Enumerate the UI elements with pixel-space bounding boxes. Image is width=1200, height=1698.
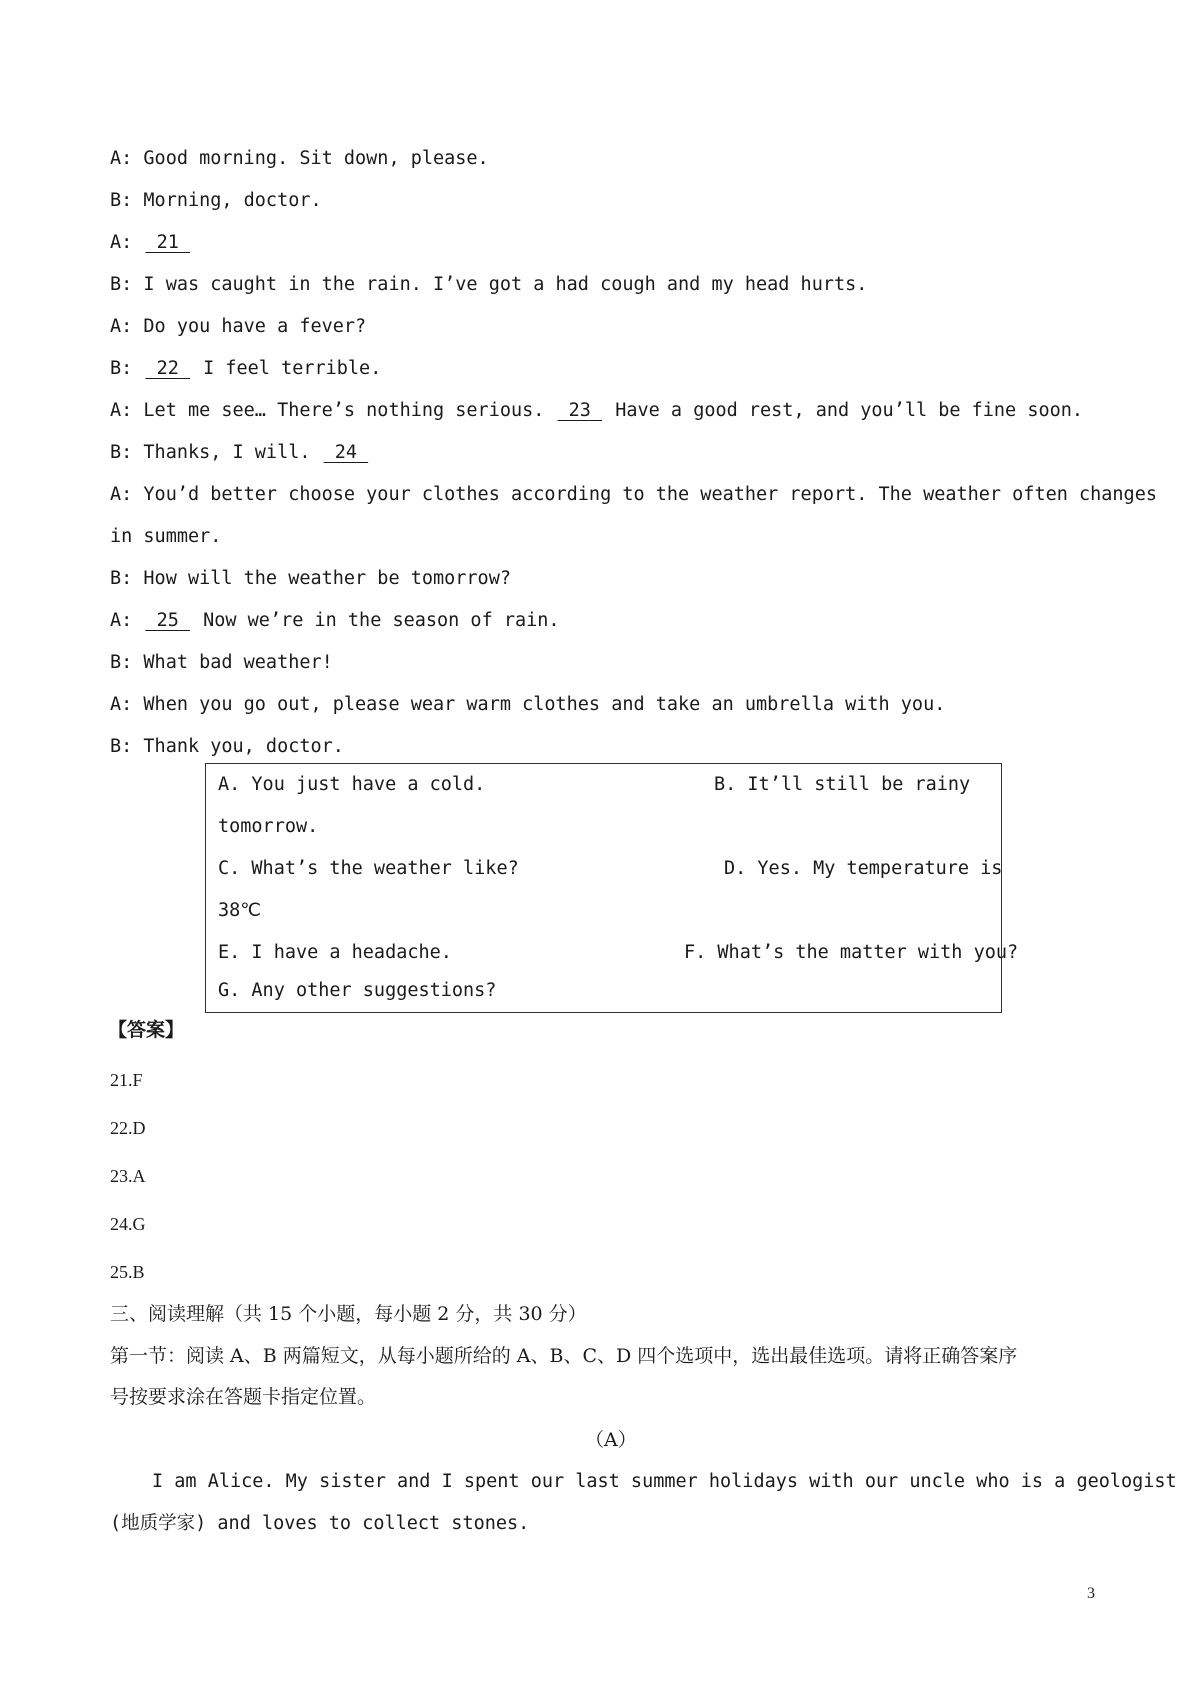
option-b-continued: tomorrow. — [218, 816, 319, 837]
dialogue-line-1: A: Good morning. Sit down, please. — [110, 148, 489, 169]
dialogue-line-4: B: I was caught in the rain. I’ve got a had cough and my head hurts. — [110, 274, 868, 295]
answer-blank-24[interactable]: 24 — [334, 442, 358, 463]
dialogue-line-10: in summer. — [110, 526, 222, 547]
answer-blank-22[interactable]: 22 — [156, 358, 179, 379]
passage-line-2: (地质学家) and loves to collect stones. — [110, 1513, 530, 1534]
page-number: 3 — [1087, 1585, 1095, 1602]
dialogue-line-6: B: 22 I feel terrible. — [110, 358, 382, 379]
option-b: B. It’ll still be rainy — [714, 774, 971, 795]
dialogue-line-13: B: What bad weather! — [110, 652, 333, 673]
option-d: D. Yes. My temperature is — [724, 858, 1003, 879]
option-e: E. I have a headache. — [218, 942, 452, 963]
section-instruction-line-2: 号按要求涂在答题卡指定位置。 — [110, 1386, 377, 1408]
answer-item-25: 25.B — [110, 1262, 145, 1282]
option-c: C. What’s the weather like? — [218, 858, 519, 879]
dialogue-line-9: A: You’d better choose your clothes according to the weather report. The weather often changes — [110, 484, 1157, 505]
options-box — [205, 763, 1019, 1013]
answer-blank-23[interactable]: 23 — [568, 400, 591, 421]
option-d-continued: 38℃ — [218, 900, 262, 921]
option-f: F. What’s the matter with you? — [684, 942, 1019, 963]
option-g: G. Any other suggestions? — [218, 980, 497, 1001]
answer-item-23: 23.A — [110, 1166, 146, 1186]
dialogue-line-15: B: Thank you, doctor. — [110, 736, 344, 757]
dialogue-line-5: A: Do you have a fever? — [110, 316, 367, 337]
dialogue-line-14: A: When you go out, please wear warm clothes and take an umbrella with you. — [110, 694, 946, 715]
section-title: 三、阅读理解（共 15 个小题，每小题 2 分，共 30 分） — [110, 1303, 587, 1325]
dialogue-line-12: A: 25 Now we’re in the season of rain. — [110, 610, 560, 631]
dialogue-line-8: B: Thanks, I will. 24 — [110, 441, 370, 465]
answer-item-22: 22.D — [110, 1118, 146, 1138]
answer-item-21: 21.F — [110, 1070, 143, 1090]
answer-blank-21[interactable]: 21 — [156, 232, 179, 253]
dialogue-line-7: A: Let me see… There’s nothing serious. 23 Have a good rest, and you’ll be fine soon. — [110, 400, 1084, 421]
section-instruction-line-1: 第一节：阅读 A、B 两篇短文，从每小题所给的 A、B、C、D 四个选项中，选出最佳选项。请将正确答案序 — [110, 1345, 1018, 1367]
answer-item-24: 24.G — [110, 1214, 146, 1234]
dialogue-line-3: A: 21 — [110, 231, 192, 255]
answer-blank-25[interactable]: 25 — [156, 610, 179, 631]
option-a: A. You just have a cold. — [218, 774, 486, 795]
dialogue-line-11: B: How will the weather be tomorrow? — [110, 568, 511, 589]
answer-heading: 【答案】 — [108, 1019, 185, 1041]
passage-line-1: I am Alice. My sister and I spent our last summer holidays with our uncle who is a geologist — [152, 1471, 1177, 1492]
dialogue-line-2: B: Morning, doctor. — [110, 190, 322, 211]
passage-label: （A） — [585, 1429, 637, 1451]
